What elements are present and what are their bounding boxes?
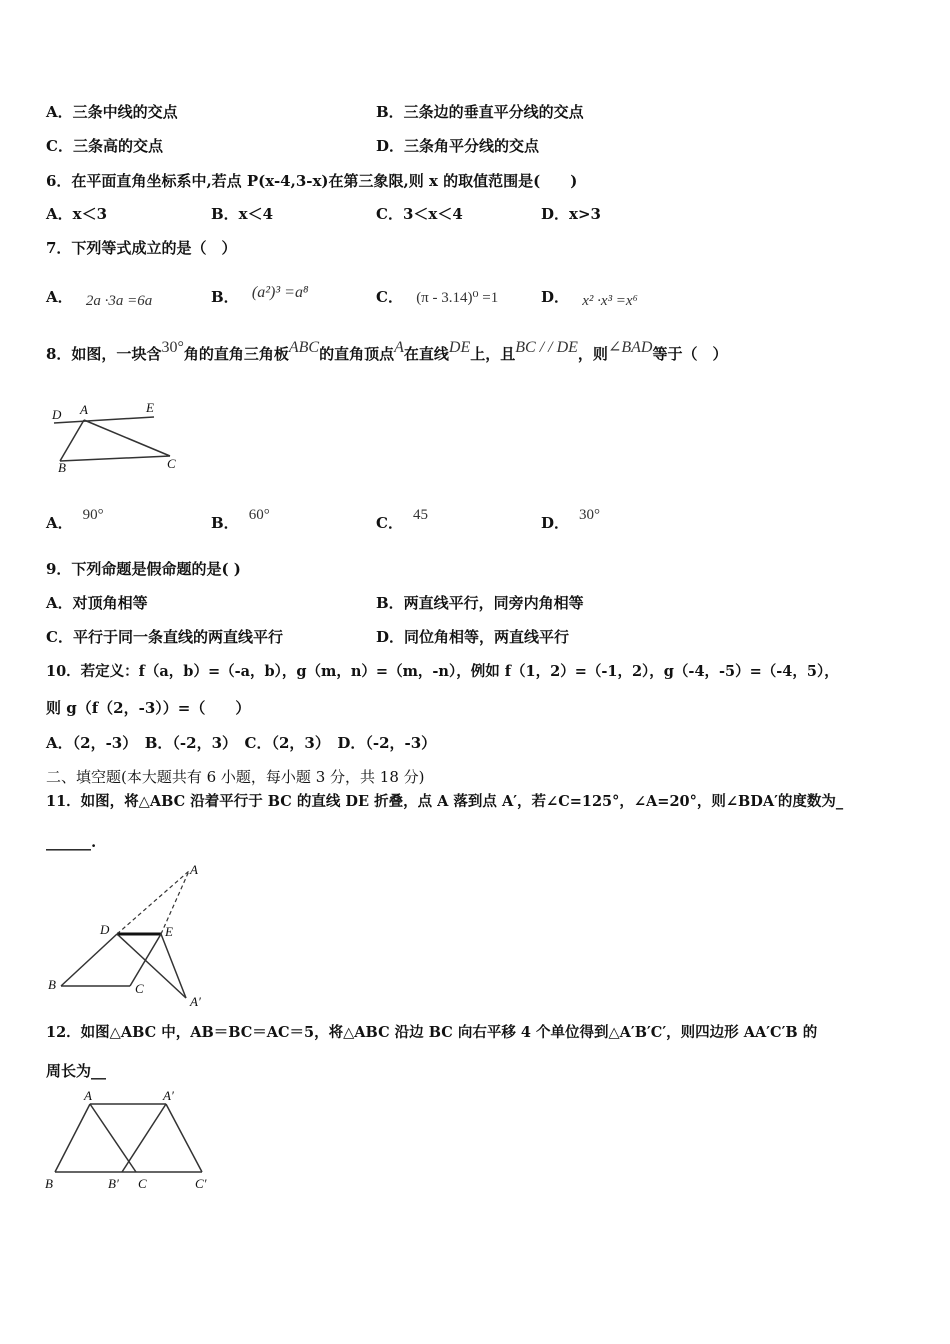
q5-option-d: D．三条角平分线的交点 bbox=[376, 137, 540, 155]
q7-option-b-label: B． bbox=[211, 288, 239, 306]
q6-stem: 6．在平面直角坐标系中,若点 P(x-4,3-x)在第三象限,则 x 的取值范围是( ) bbox=[46, 172, 578, 190]
q7-option-a-math: 2a ·3a =6a bbox=[85, 293, 153, 309]
q12-side-ab bbox=[55, 1104, 90, 1172]
q8-triangle: ABC bbox=[288, 339, 320, 356]
q11-dashed-da bbox=[117, 871, 189, 934]
q8-stem-part1: 8．如图，一块含 bbox=[46, 345, 162, 363]
q12-side-a2b2 bbox=[122, 1104, 166, 1172]
q12-label-a: A bbox=[84, 1088, 92, 1103]
q8-stem-part3: 的直角顶点 bbox=[319, 345, 395, 363]
q7-option-a-label: A． bbox=[46, 288, 73, 306]
q8-option-c-label: C． bbox=[376, 514, 403, 532]
q7-option-b-math: (a²)³ =a⁸ bbox=[251, 284, 309, 301]
q8-line: DE bbox=[448, 339, 471, 356]
q12-stem-line2: 周长为__ bbox=[46, 1062, 107, 1080]
q12-label-a-prime: A′ bbox=[163, 1088, 174, 1103]
q9-option-c: C．平行于同一条直线的两直线平行 bbox=[46, 628, 283, 646]
q12-figure bbox=[40, 1088, 220, 1196]
q8-option-c bbox=[376, 507, 428, 534]
q8-option-b bbox=[211, 507, 270, 534]
q8-option-a-value: 90° bbox=[82, 507, 104, 523]
q8-line-de bbox=[54, 417, 154, 423]
q8-stem-part7: 等于（ ） bbox=[652, 345, 728, 363]
q6-option-c: C．3＜x＜4 bbox=[376, 205, 463, 223]
q8-option-c-value: 45 bbox=[412, 507, 428, 523]
q8-option-a-label: A． bbox=[46, 514, 73, 532]
q7-option-d-label: D． bbox=[541, 288, 570, 306]
q7-option-d bbox=[541, 287, 638, 308]
q8-stem-part6: ，则 bbox=[577, 345, 608, 363]
q8-option-d bbox=[541, 507, 601, 534]
q9-option-b: B．两直线平行，同旁内角相等 bbox=[376, 594, 584, 612]
q10-stem-line2: 则 g（f（2，-3））=（ ） bbox=[46, 699, 251, 717]
q6-option-b: B．x＜4 bbox=[211, 205, 274, 223]
section-2-heading: 二、填空题(本大题共有 6 小题，每小题 3 分，共 18 分) bbox=[46, 768, 425, 786]
q11-label-a-prime: A′ bbox=[190, 994, 201, 1009]
q8-side-bc bbox=[60, 456, 170, 461]
q9-stem: 9．下列命题是假命题的是( ) bbox=[46, 560, 241, 578]
q11-figure bbox=[44, 858, 214, 1010]
q8-label-e: E bbox=[146, 400, 154, 415]
q5-option-a: A．三条中线的交点 bbox=[46, 103, 178, 121]
q11-blank: ______. bbox=[46, 833, 97, 851]
q8-parallel: BC / / DE bbox=[515, 339, 578, 356]
q8-side-ab bbox=[60, 420, 84, 461]
q8-label-a: A bbox=[80, 402, 88, 417]
q8-label-c: C bbox=[167, 456, 176, 471]
q8-option-a bbox=[46, 507, 104, 534]
q8-side-ac bbox=[84, 420, 170, 456]
q6-option-a: A．x＜3 bbox=[46, 205, 108, 223]
q10-stem-line1: 10．若定义：f（a，b）=（-a，b），g（m，n）=（m，-n），例如 f（1，2）=（-1，2），g（-4，-5）=（-4，5）， bbox=[46, 663, 839, 680]
q6-option-d: D．x>3 bbox=[541, 205, 601, 223]
q11-label-d: D bbox=[100, 922, 110, 937]
q7-option-d-math: x² ·x³ =x⁶ bbox=[582, 293, 638, 309]
q11-label-b: B bbox=[48, 977, 56, 992]
q5-option-b: B．三条边的垂直平分线的交点 bbox=[376, 103, 584, 121]
q8-target-angle: ∠BAD bbox=[607, 339, 653, 356]
q8-label-d: D bbox=[52, 407, 62, 422]
q8-stem-part2: 角的直角三角板 bbox=[183, 345, 289, 363]
q8-option-b-label: B． bbox=[211, 514, 239, 532]
q8-figure bbox=[46, 398, 196, 478]
q7-option-c-label: C． bbox=[376, 288, 403, 306]
q8-label-b: B bbox=[58, 460, 66, 475]
q12-side-a2c2 bbox=[166, 1104, 202, 1172]
q11-stem: 11．如图，将△ABC 沿着平行于 BC 的直线 DE 折叠，点 A 落到点 A′，若∠C=125°，∠A=20°，则∠BDA′的度数为_ bbox=[46, 793, 844, 810]
q11-side-ea2 bbox=[161, 934, 186, 998]
q11-label-c: C bbox=[135, 981, 144, 996]
q7-stem: 7．下列等式成立的是（ ） bbox=[46, 239, 237, 257]
q12-stem: 12．如图△ABC 中，AB＝BC＝AC＝5，将△ABC 沿边 BC 向右平移 4 个单位得到△A′B′C′，则四边形 AA′C′B 的 bbox=[46, 1024, 818, 1041]
q8-option-d-label: D． bbox=[541, 514, 570, 532]
q12-label-b-prime: B′ bbox=[108, 1176, 119, 1191]
q12-label-b: B bbox=[45, 1176, 53, 1191]
q11-label-a: A bbox=[190, 862, 198, 877]
q8-option-b-value: 60° bbox=[248, 507, 270, 523]
q9-option-a: A．对顶角相等 bbox=[46, 594, 148, 612]
q8-option-d-value: 30° bbox=[579, 507, 601, 523]
q8-angle: 30° bbox=[161, 339, 184, 356]
q8-stem-part4: 在直线 bbox=[403, 345, 449, 363]
q12-label-c-prime: C′ bbox=[195, 1176, 207, 1191]
q10-options: A．（2，-3） B．（-2，3） C．（2，3） D．（-2，-3） bbox=[46, 734, 437, 752]
q11-side-da2 bbox=[117, 934, 186, 998]
q8-vertex: A bbox=[394, 339, 404, 356]
q7-option-b bbox=[211, 284, 309, 308]
q9-option-d: D．同位角相等，两直线平行 bbox=[376, 628, 570, 646]
q7-option-c bbox=[376, 287, 498, 308]
q5-option-c: C．三条高的交点 bbox=[46, 137, 163, 155]
q8-stem bbox=[46, 339, 728, 365]
q11-side-bd bbox=[61, 934, 117, 986]
q7-option-a bbox=[46, 287, 152, 308]
q8-stem-part5: 上，且 bbox=[470, 345, 516, 363]
q7-option-c-math: (π - 3.14)⁰ =1 bbox=[416, 290, 499, 306]
q12-label-c: C bbox=[138, 1176, 147, 1191]
q11-label-e: E bbox=[165, 924, 173, 939]
